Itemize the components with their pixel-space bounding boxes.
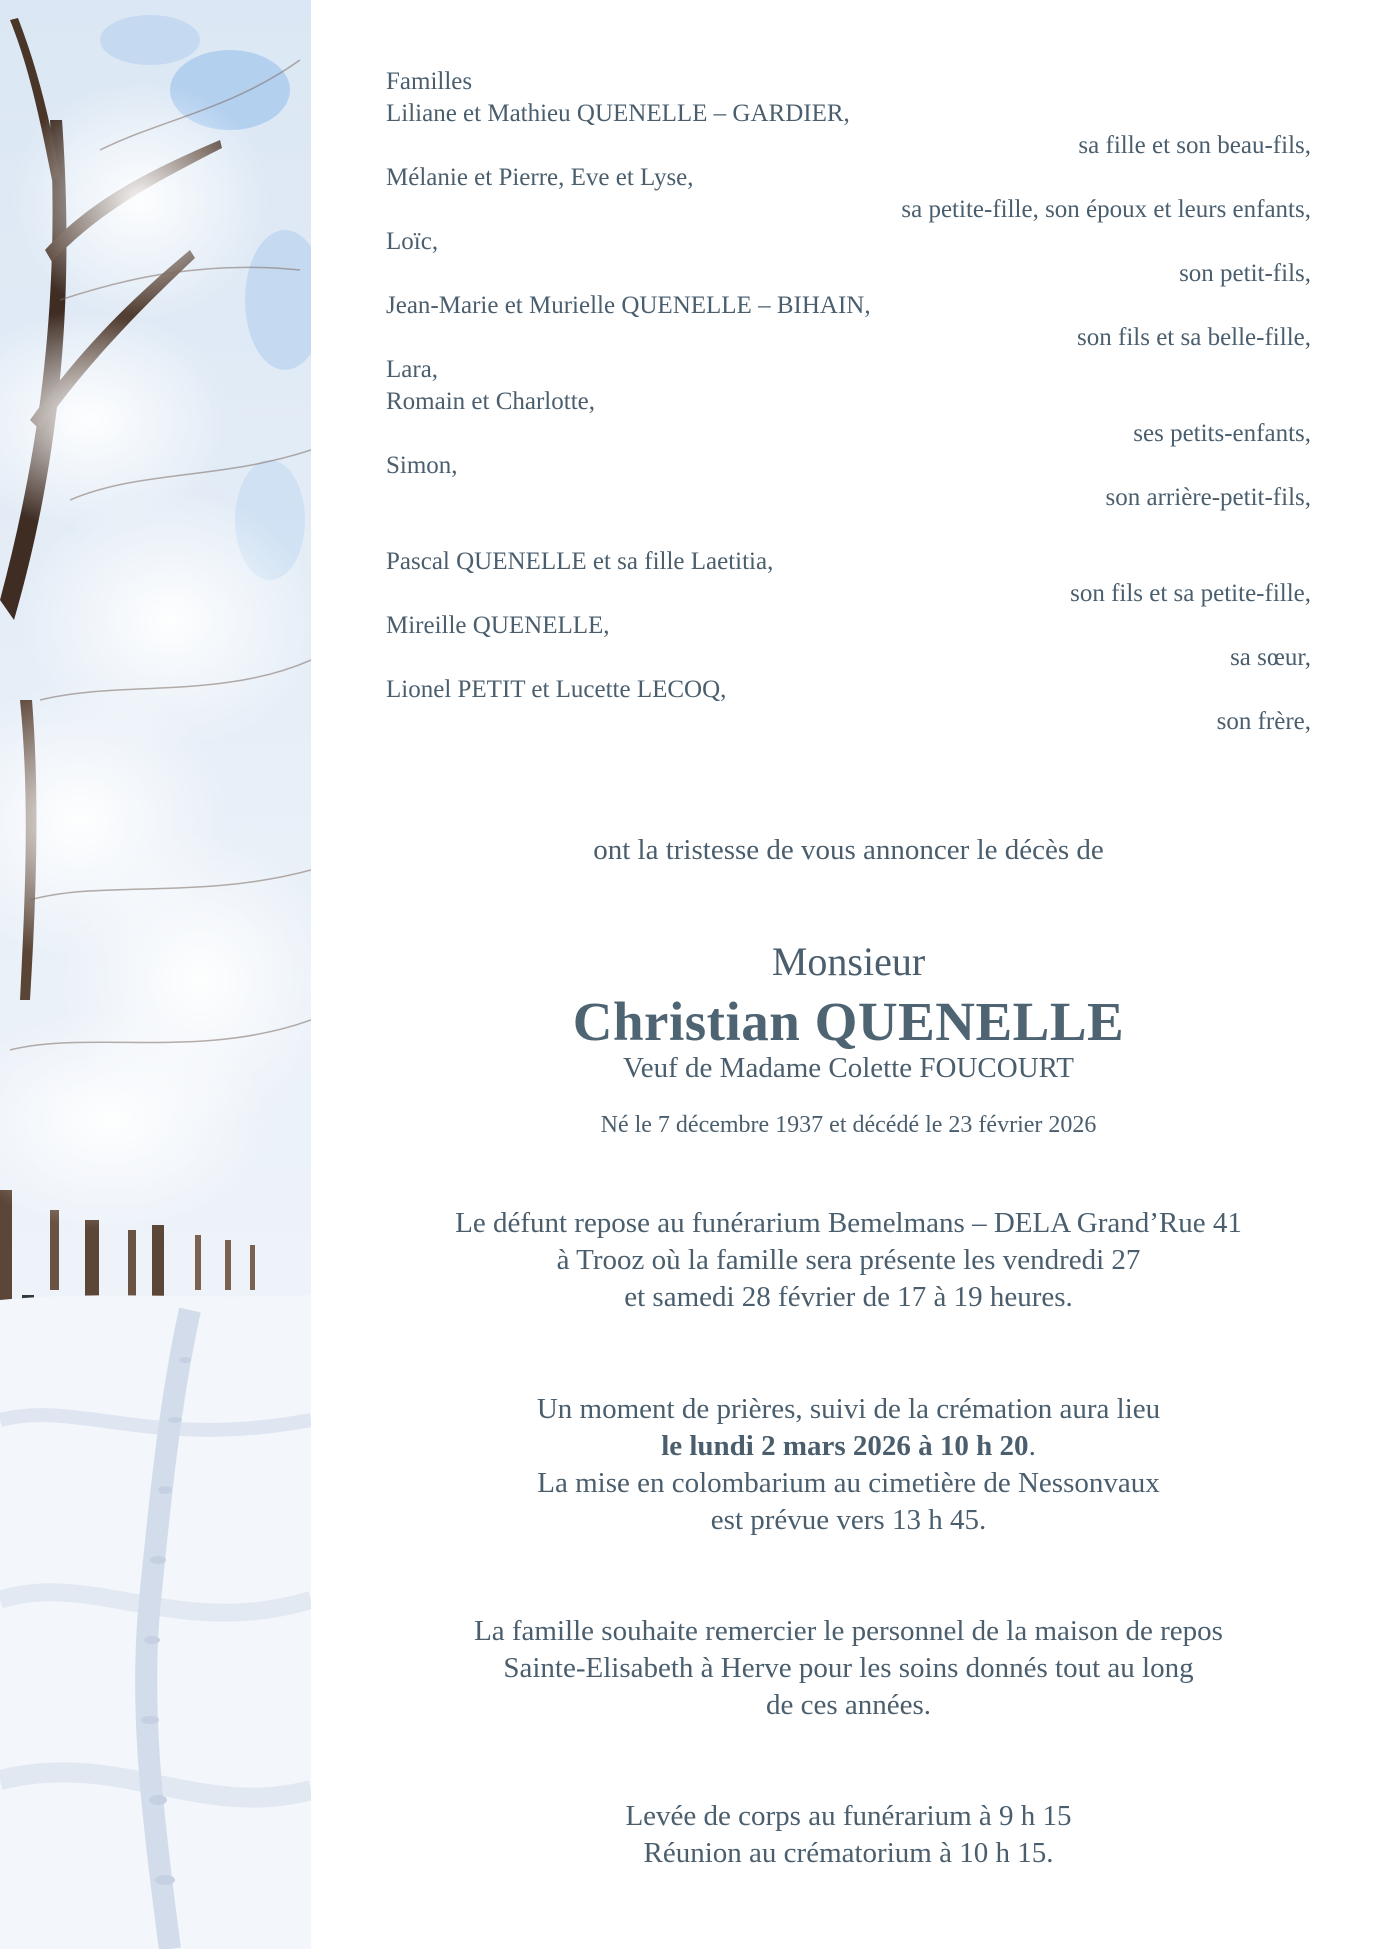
family-list (386, 66, 1311, 738)
family-line: Lionel PETIT et Lucette LECOQ, (386, 676, 727, 703)
ceremony-date-period: . (1028, 1430, 1036, 1462)
birth-death-dates: Né le 7 décembre 1937 et décédé le 23 février 2026 (600, 1112, 1097, 1138)
family-relation: son fils et sa belle-fille, (1077, 324, 1311, 351)
visitation-line: et samedi 28 février de 17 à 19 heures. (624, 1281, 1073, 1313)
ceremony-line: est prévue vers 13 h 45. (710, 1504, 987, 1536)
ceremony-date: le lundi 2 mars 2026 à 10 h 20 (661, 1430, 1029, 1462)
family-relation: son petit-fils, (1179, 260, 1311, 287)
ceremony-date-line (386, 1428, 1311, 1465)
family-line: Liliane et Mathieu QUENELLE – GARDIER, (386, 100, 850, 127)
family-relation: son frère, (1216, 708, 1311, 735)
thanks-line: La famille souhaite remercier le personnel de la maison de repos (474, 1615, 1223, 1647)
family-relation: ses petits-enfants, (1133, 420, 1311, 447)
family-line: Lara, (386, 356, 439, 383)
widower-line: Veuf de Madame Colette FOUCOURT (623, 1052, 1074, 1084)
family-relation: sa petite-fille, son époux et leurs enfants, (901, 196, 1311, 223)
visitation-paragraph (386, 1205, 1311, 1316)
announcement: ont la tristesse de vous annoncer le décès de (593, 834, 1104, 866)
family-relation: sa sœur, (1230, 644, 1311, 671)
family-relation: son arrière-petit-fils, (1105, 484, 1311, 511)
family-spacer (386, 514, 1311, 546)
family-line: Mélanie et Pierre, Eve et Lyse, (386, 164, 694, 191)
family-line: Jean-Marie et Murielle QUENELLE – BIHAIN, (386, 292, 871, 319)
thanks-paragraph (386, 1613, 1311, 1724)
snowy-trees-image (0, 0, 311, 1949)
family-relation: son fils et sa petite-fille, (1070, 580, 1311, 607)
schedule-line: Levée de corps au funérarium à 9 h 15 (625, 1800, 1072, 1832)
visitation-line: Le défunt repose au funérarium Bemelmans – DELA Grand’Rue 41 (455, 1207, 1242, 1239)
schedule-paragraph (386, 1798, 1311, 1872)
ceremony-line: Un moment de prières, suivi de la crémation aura lieu (536, 1393, 1161, 1425)
ceremony-paragraph (386, 1391, 1311, 1539)
thanks-line: Sainte-Elisabeth à Herve pour les soins donnés tout au long (503, 1652, 1194, 1684)
ceremony-line: La mise en colombarium au cimetière de Nessonvaux (537, 1467, 1160, 1499)
family-heading: Familles (386, 68, 473, 95)
thanks-line: de ces années. (765, 1689, 932, 1721)
deceased-name: Christian QUENELLE (572, 991, 1125, 1052)
family-line: Loïc, (386, 228, 439, 255)
visitation-line: à Trooz où la famille sera présente les vendredi 27 (556, 1244, 1141, 1276)
family-line: Simon, (386, 452, 458, 479)
family-line: Mireille QUENELLE, (386, 612, 610, 639)
family-line: Pascal QUENELLE et sa fille Laetitia, (386, 548, 774, 575)
family-line: Romain et Charlotte, (386, 388, 595, 415)
schedule-line: Réunion au crématorium à 10 h 15. (643, 1837, 1054, 1869)
deceased-title: Monsieur (771, 939, 926, 984)
family-relation: sa fille et son beau-fils, (1078, 132, 1311, 159)
